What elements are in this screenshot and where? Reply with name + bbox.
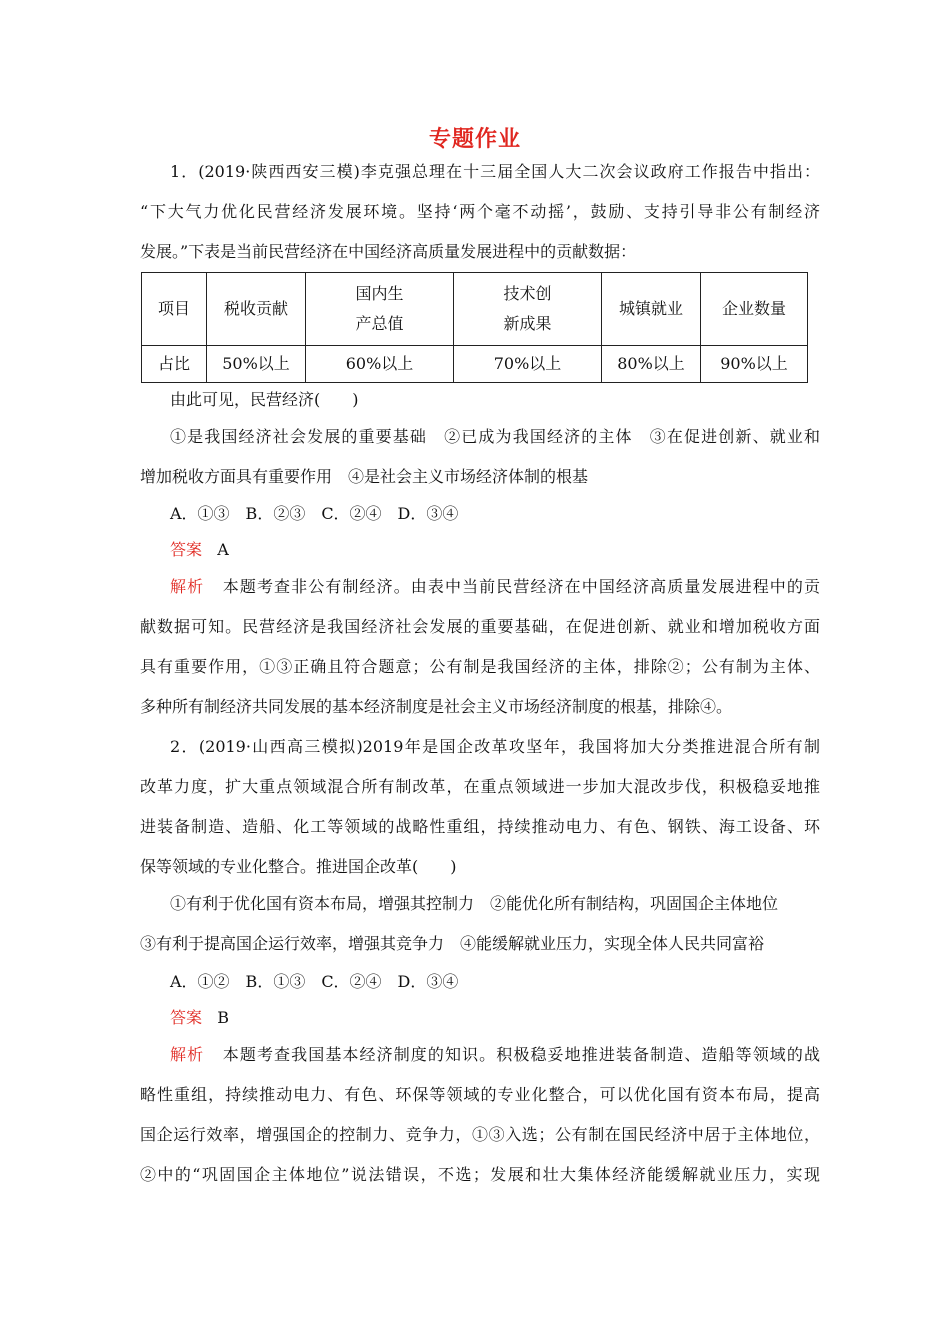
q2-analysis-line-3: 国企运行效率，增强国企的控制力、竞争力，①③入选；公有制在国民经济中居于主体地位， xyxy=(140,1125,820,1144)
table-header-line: 产总值 xyxy=(355,314,404,333)
analysis-label: 解析 xyxy=(170,577,205,596)
answer-value: A xyxy=(217,540,229,559)
table-header-cell: 项目 xyxy=(142,273,207,346)
page-title: 专题作业 xyxy=(428,127,521,152)
q1-choices: A．①③ B．②③ C．②④ D．③④ xyxy=(170,504,459,523)
q2-analysis-line-2: 略性重组，持续推动电力、有色、环保等领域的专业化整合，可以优化国有资本布局，提高 xyxy=(140,1085,820,1104)
q2-line-2: 改革力度，扩大重点领域混合所有制改革，在重点领域进一步加大混改步伐，积极稳妥地推 xyxy=(140,777,820,796)
table-row xyxy=(142,346,808,383)
q1-line-1: 1．(2019·陕西西安三模)李克强总理在十三届全国人大二次会议政府工作报告中指出： xyxy=(170,162,820,181)
q1-stem: 由此可见，民营经济( ) xyxy=(170,390,359,409)
table-cell: 60%以上 xyxy=(306,346,454,383)
q2-line-3: 进装备制造、造船、化工等领域的战略性重组，持续推动电力、有色、钢铁、海工设备、环 xyxy=(140,817,820,836)
table-header-line: 国内生 xyxy=(355,284,404,303)
q2-options-line-1: ①有利于优化国有资本布局，增强其控制力 ②能优化所有制结构，巩固国企主体地位 xyxy=(170,894,779,913)
table-header-cell xyxy=(306,273,454,346)
answer-value: B xyxy=(217,1008,230,1027)
answer-label: 答案 xyxy=(170,540,203,559)
q2-answer xyxy=(170,1006,820,1030)
q2-options-line-2: ③有利于提高国企运行效率，增强其竞争力 ④能缓解就业压力，实现全体人民共同富裕 xyxy=(140,934,765,953)
answer-label: 答案 xyxy=(170,1008,203,1027)
q1-line-2: “下大气力优化民营经济发展环境。坚持‘两个毫不动摇’，鼓励、支持引导非公有制经济 xyxy=(140,202,820,221)
table-header-cell: 企业数量 xyxy=(701,273,808,346)
q1-analysis-line-2: 献数据可知。民营经济是我国经济社会发展的重要基础，在促进创新、就业和增加税收方面 xyxy=(140,617,820,636)
analysis-text: 本题考查非公有制经济。由表中当前民营经济在中国经济高质量发展进程中的贡 xyxy=(222,577,820,596)
q2-line-4: 保等领域的专业化整合。推进国企改革( ) xyxy=(140,857,457,876)
q2-line-1: 2．(2019·山西高三模拟)2019年是国企改革攻坚年，我国将加大分类推进混合所有制 xyxy=(170,737,820,756)
q1-analysis-line-1 xyxy=(170,575,820,599)
table-header-cell xyxy=(454,273,602,346)
analysis-label: 解析 xyxy=(170,1045,205,1064)
table-header-cell: 税收贡献 xyxy=(207,273,306,346)
q1-analysis-line-3: 具有重要作用，①③正确且符合题意；公有制是我国经济的主体，排除②；公有制为主体、 xyxy=(140,657,820,676)
table-cell: 70%以上 xyxy=(454,346,602,383)
q1-answer xyxy=(170,538,820,562)
table-header-line: 技术创 xyxy=(503,284,552,303)
table-cell: 占比 xyxy=(142,346,207,383)
q2-choices: A．①② B．①③ C．②④ D．③④ xyxy=(170,972,459,991)
table-header-cell: 城镇就业 xyxy=(602,273,701,346)
table-header-line: 新成果 xyxy=(503,314,552,333)
table-cell: 90%以上 xyxy=(701,346,808,383)
q2-analysis-line-1 xyxy=(170,1043,820,1067)
table-cell: 80%以上 xyxy=(602,346,701,383)
q1-analysis-line-4: 多种所有制经济共同发展的基本经济制度是社会主义市场经济制度的根基，排除④。 xyxy=(140,697,733,716)
q1-options-line-1: ①是我国经济社会发展的重要基础 ②已成为我国经济的主体 ③在促进创新、就业和 xyxy=(170,427,820,446)
q1-options-line-2: 增加税收方面具有重要作用 ④是社会主义市场经济体制的根基 xyxy=(140,467,589,486)
q2-analysis-line-4: ②中的“巩固国企主体地位”说法错误，不选；发展和壮大集体经济能缓解就业压力，实现 xyxy=(140,1165,820,1184)
table-header-row xyxy=(142,273,808,346)
q1-line-3: 发展。”下表是当前民营经济在中国经济高质量发展进程中的贡献数据： xyxy=(140,242,637,261)
analysis-text: 本题考查我国基本经济制度的知识。积极稳妥地推进装备制造、造船等领域的战 xyxy=(222,1045,820,1064)
table-cell: 50%以上 xyxy=(207,346,306,383)
contribution-table xyxy=(141,272,808,383)
